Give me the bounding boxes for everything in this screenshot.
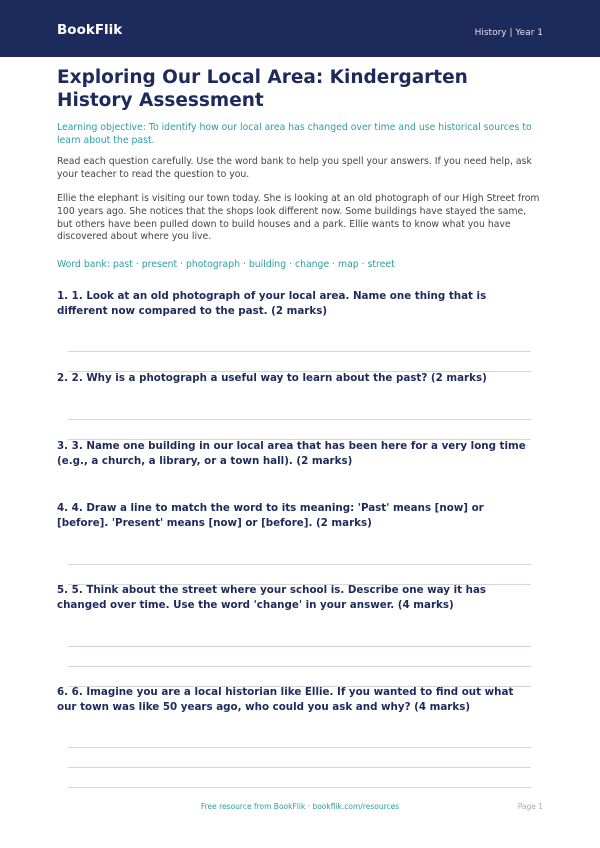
learning-objective: Learning objective: To identify how our local area has changed over time and use historical sources to learn about the past. [57,122,532,146]
footer-source[interactable]: Free resource from BookFlik · bookflik.com/resources [200,802,400,811]
page-title: Exploring Our Local Area: Kindergarten History Assessment [57,67,468,111]
scenario-text: Ellie the elephant is visiting our town today. She is looking at an old photograph of our High Street from 100 years ago. She notices that the shops look different now. Some buildings have stayed the same, but others have been pulled down to build houses and a park. Ellie wants to know what you have discovered about where you live. [57,193,540,243]
answer-line[interactable] [68,767,531,768]
answer-line[interactable] [68,351,531,352]
page-number: Page 1 [517,802,543,811]
word-bank: Word bank: past · present · photograph · building · change · map · street [57,259,395,270]
answer-line[interactable] [68,419,531,420]
page-header [0,0,600,57]
question-3: 3. 3. Name one building in our local area that has been here for a very long time (e.g., a church, a library, or a town hall). (2 marks) [57,440,526,467]
question-4: 4. 4. Draw a line to match the word to its meaning: 'Past' means [now] or [before]. 'Present' means [now] or [before]. (2 marks) [57,502,484,529]
question-1: 1. 1. Look at an old photograph of your local area. Name one thing that is different now compared to the past. (2 marks) [57,290,487,317]
answer-line[interactable] [68,564,531,565]
question-5: 5. 5. Think about the street where your school is. Describe one way it has changed over time. Use the word 'change' in your answer. (4 marks) [57,584,487,611]
question-2: 2. 2. Why is a photograph a useful way to learn about the past? (2 marks) [57,372,487,384]
brand-logo-text[interactable]: BookFlik [57,22,123,38]
instructions-text: Read each question carefully. Use the word bank to help you spell your answers. If you need help, ask your teacher to read the question to you. [57,156,532,180]
answer-line[interactable] [68,747,531,748]
subject-year-label: History | Year 1 [474,28,543,38]
answer-line[interactable] [68,787,531,788]
answer-line[interactable] [68,666,531,667]
question-6: 6. 6. Imagine you are a local historian like Ellie. If you wanted to find out what our town was like 50 years ago, who could you ask and why? (4 marks) [57,686,514,713]
answer-line[interactable] [68,646,531,647]
